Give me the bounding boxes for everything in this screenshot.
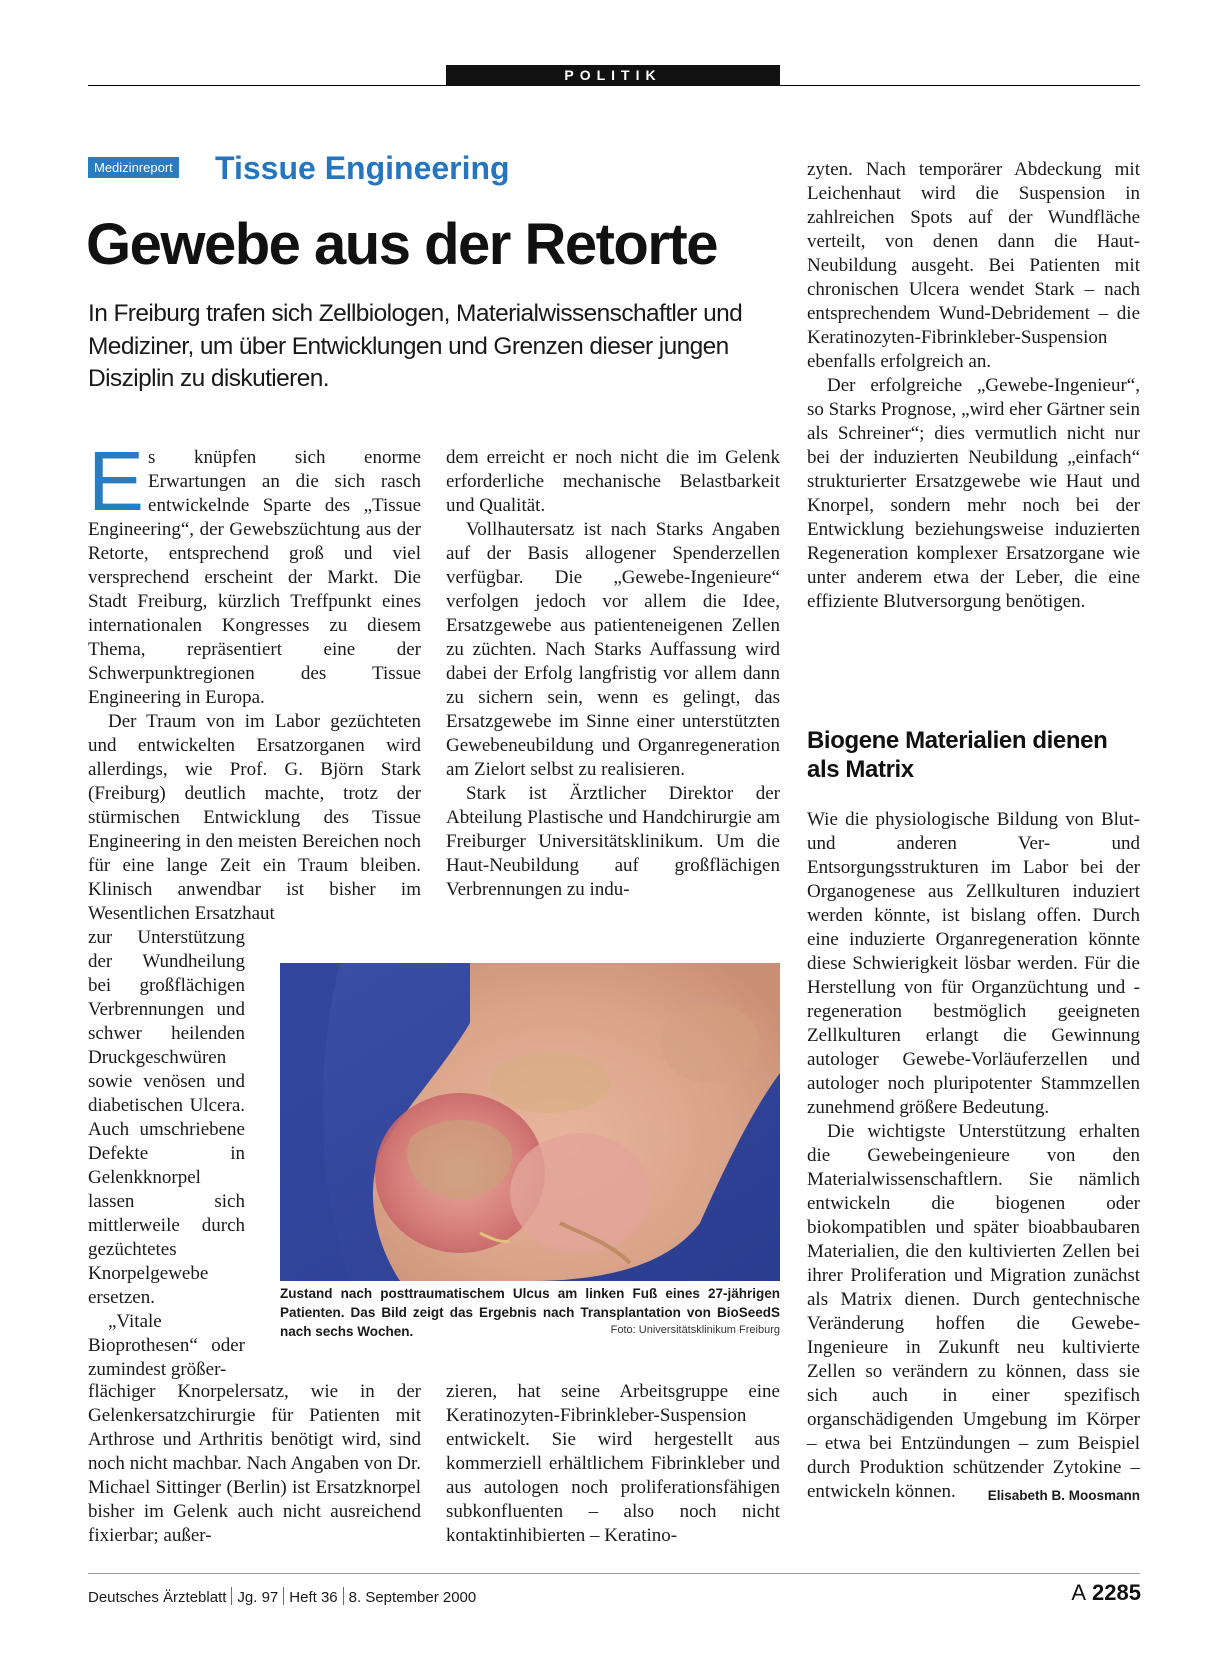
paragraph: Der Traum von im Labor gezüchteten und entwickelten Ersatzorganen wird allerdings, wie Prof. G. Björn Stark (Freiburg) deutlich machte, trotz der stürmischen Entwicklung des Tissue Engineering in den meisten Bereichen noch für eine lange Zeit ein Traum bleiben. Klinisch anwendbar ist bisher im Wesentlichen Ersatzhaut (88, 711, 421, 924)
divider (343, 1587, 344, 1605)
column-1-top (88, 434, 421, 926)
paragraph: Die wichtigste Unterstützung erhalten die Gewebeingenieure von den Materialwissenschaftlern. Sie nämlich entwickeln die biogenen oder biokompatiblen und später bioabbaubaren Materialien, die den kultivierten Zellen bei ihrer Proliferation und Migration zunächst als Matrix dienen. Durch gentechnische Veränderung hoffen die Gewebe-Ingenieure in Zukunft neu kultivierte Zellen so verändern zu können, dass sie sich auch in einer spezifisch organschädigenden Umgebung im Körper – etwa bei Entzündungen – zum Beispiel durch Produktion schützender Zytokine – entwickeln können. Elisabeth B. Moosmann (807, 1120, 1140, 1504)
subheading: Biogene Materialien dienen als Matrix (807, 727, 1108, 783)
divider (231, 1587, 232, 1605)
footer-citation (88, 1587, 476, 1606)
divider (283, 1587, 284, 1605)
page-number: A 2285 (1071, 1580, 1141, 1605)
issue-date: 8. September 2000 (348, 1589, 477, 1606)
author-byline: Elisabeth B. Moosmann (987, 1488, 1140, 1503)
column-2-bottom (446, 1380, 780, 1548)
column-3-bottom (807, 808, 1140, 1508)
paragraph: zur Unterstützung der Wundheilung bei großflächigen Verbrennungen und schwer heilenden Druckgeschwüren sowie venösen und diabetischen Ulcera. Auch umschriebene Defekte in Gelenkknorpel lassen sich mittlerweile durch gezüchtetes Knorpelgewebe ersetzen. (88, 927, 245, 1308)
article-headline: Gewebe aus der Retorte (86, 212, 717, 277)
paragraph: flächiger Knorpelersatz, wie in der Gelenkersatzchirurgie für Patienten mit Arthrose und Arthritis benötigt wird, sind noch nicht machbar. Nach Angaben von Dr. Michael Sittinger (Berlin) ist Ersatzknorpel bisher im Gelenk auch nicht ausreichend fixierbar; außer- (88, 1381, 421, 1546)
footer-rule (88, 1573, 1140, 1574)
paragraph: Wie die physiologische Bildung von Blut- und anderen Ver- und Entsorgungsstrukturen im Labor bei der Organogenese aus Zellkulturen induziert werden könnte, ist bislang offen. Durch eine induzierte Organregeneration könnte diese Schwierigkeit lösbar werden. Für die Herstellung von für Organzüchtung und -regeneration bestmöglich geeigneten Zellkulturen erlangt die Gewinnung autologer Gewebe-Vorläuferzellen und autologer noch pluripotenter Stammzellen zunehmend größere Bedeutung. (807, 809, 1140, 1118)
volume: Jg. 97 (237, 1589, 279, 1606)
column-2-top (446, 446, 780, 902)
section-letter: A (1071, 1580, 1087, 1605)
paragraph: zyten. Nach temporärer Abdeckung mit Leichenhaut wird die Suspension in zahlreichen Spots auf der Wundfläche verteilt, von denen dann die Haut-Neubildung ausgeht. Bei Patienten mit chronischen Ulcera wendet Stark – nach entsprechendem Wund-Debridement – die Keratinozyten-Fibrinkleber-Suspension ebenfalls erfolgreich an. (807, 159, 1140, 372)
figure-caption: Zustand nach posttraumatischem Ulcus am linken Fuß eines 27-jährigen Patienten. Das Bild zeigt das Ergebnis nach Transplantation von BioSeedS nach sechs Wochen. (280, 1286, 780, 1339)
rubric-badge: Medizinreport (88, 157, 179, 178)
paragraph: zieren, hat seine Arbeitsgruppe eine Keratinozyten-Fibrinkleber-Suspension entwickelt. Sie wird hergestellt aus kommerziell erhältlichem Fibrinkleber und aus autologen noch proliferationsfähigen subkonfluenten – also noch nicht kontaktinhibierten – Keratino- (446, 1381, 780, 1546)
foot-image (280, 963, 780, 1281)
photo-credit: Foto: Universitätsklinikum Freiburg (610, 1324, 780, 1336)
paragraph: Es knüpfen sich enorme Erwartungen an die sich rasch entwickelnde Sparte des „Tissue Engineering“, der Gewebszüchtung aus der Retorte, entsprechend groß und viel versprechend erscheint der Markt. Die Stadt Freiburg, kürzlich Treffpunkt eines internationalen Kongresses zu diesem Thema, repräsentiert eine der Schwerpunktregionen des Tissue Engineering in Europa. (88, 434, 421, 708)
drop-cap: E (88, 434, 145, 528)
column-3-top (807, 158, 1140, 614)
article-lead: In Freiburg trafen sich Zellbiologen, Materialwissenschaftler und Mediziner, um über Entwicklungen und Grenzen dieser jungen Disziplin zu diskutieren. (88, 300, 743, 392)
column-1-narrow (88, 926, 245, 1382)
column-1-bottom (88, 1380, 421, 1548)
paragraph: dem erreicht er noch nicht die im Gelenk erforderliche mechanische Belastbarkeit und Qualität. (446, 447, 780, 516)
section-label: POLITIK (446, 65, 780, 86)
wound-photo (280, 963, 780, 1281)
paragraph: Vollhautersatz ist nach Starks Angaben auf der Basis allogener Spenderzellen verfügbar. Die „Gewebe-Ingenieure“ verfolgen jedoch vor allem die Idee, Ersatzgewebe aus patienteneigenen Zellen zu züchten. Nach Starks Auffassung wird dabei der Erfolg langfristig vor allem dann zu sichern sein, wenn es gelingt, das Ersatzgewebe im Sinne einer unterstützten Gewebeneubildung und Organregeneration am Zielort selbst zu realisieren. (446, 519, 780, 780)
paragraph: Stark ist Ärztlicher Direktor der Abteilung Plastische und Handchirurgie am Freiburger Universitätsklinikum. Um die Haut-Neubildung auf großflächigen Verbrennungen zu indu- (446, 783, 780, 900)
topic-title: Tissue Engineering (215, 150, 510, 186)
journal-name: Deutsches Ärzteblatt (88, 1589, 227, 1606)
paragraph: Der erfolgreiche „Gewebe-Ingenieur“, so Starks Prognose, „wird eher Gärtner sein als Schreiner“; dies vermutlich nicht nur bei der induzierten Neubildung „einfach“ strukturierter Ersatzgewebe wie Haut und Knorpel, sondern mehr noch bei der Entwicklung beziehungsweise induzierten Regeneration komplexer Ersatzorgane wie unter anderem etwa der Leber, die eine effiziente Blutversorgung benötigen. (807, 375, 1140, 612)
paragraph: „Vitale Bioprothesen“ oder zumindest größer- (88, 1311, 245, 1380)
issue: Heft 36 (289, 1589, 338, 1606)
